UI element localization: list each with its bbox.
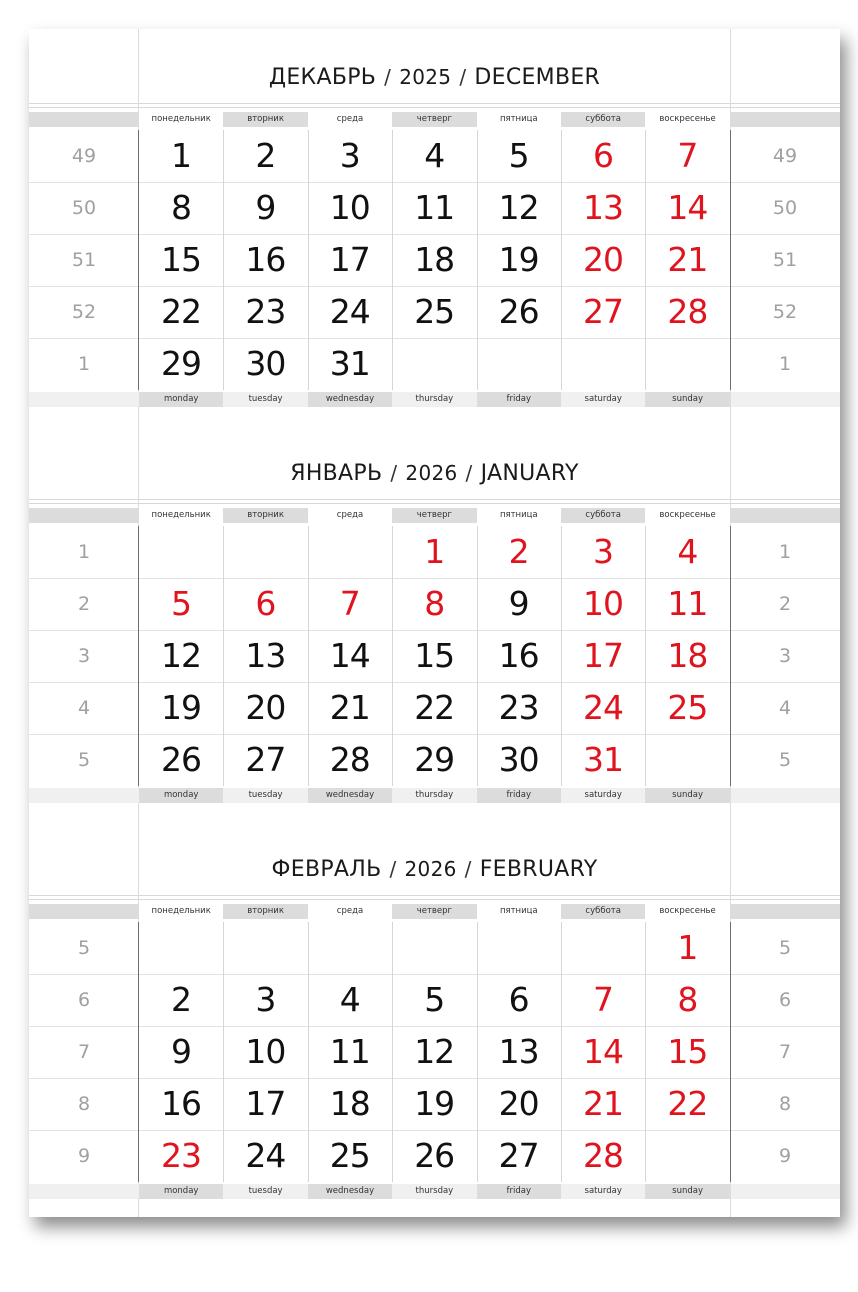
day-cell	[392, 338, 476, 390]
week-number-left: 2	[77, 593, 91, 615]
day-cell: 21	[667, 240, 708, 279]
weekday-label-en: thursday	[392, 788, 476, 803]
weekday-label-ru: четверг	[392, 904, 476, 919]
row-divider	[29, 182, 840, 183]
day-cell: 5	[171, 584, 191, 623]
week-number-left: 1	[77, 541, 91, 563]
week-number-right: 5	[778, 937, 792, 959]
column-divider	[392, 526, 393, 786]
month-block	[29, 425, 840, 821]
day-cell	[477, 338, 561, 390]
row-divider	[29, 234, 840, 235]
divider-line	[29, 107, 840, 108]
day-cell: 18	[414, 240, 455, 279]
day-cell: 5	[508, 136, 529, 175]
weekday-label-en: saturday	[561, 1184, 645, 1199]
row-divider	[29, 1078, 840, 1079]
day-cell: 21	[329, 688, 370, 727]
day-cell	[223, 922, 307, 974]
week-number-left: 5	[77, 749, 91, 771]
band-margin	[731, 904, 840, 919]
calendar-sheet	[29, 29, 840, 1217]
day-cell	[645, 338, 729, 390]
day-cell	[139, 922, 223, 974]
day-cell	[645, 1130, 729, 1182]
day-cell: 24	[245, 1136, 286, 1175]
day-cell: 26	[414, 1136, 455, 1175]
day-cell: 19	[161, 688, 201, 727]
day-cell: 18	[667, 636, 708, 675]
day-cell: 28	[583, 1136, 623, 1175]
day-cell: 12	[161, 636, 201, 675]
day-cell	[645, 734, 729, 786]
day-cell: 6	[255, 584, 276, 623]
week-number-left: 52	[71, 301, 97, 323]
row-divider	[29, 630, 840, 631]
day-cell: 4	[677, 532, 698, 571]
month-name-ru: ДЕКАБРЬ	[268, 65, 377, 90]
band-margin	[29, 788, 139, 803]
day-cell	[139, 526, 223, 578]
day-cell: 2	[255, 136, 276, 175]
week-number-right: 52	[772, 301, 798, 323]
weekday-label-en: friday	[477, 1184, 561, 1199]
day-cell: 7	[677, 136, 698, 175]
day-cell: 2	[508, 532, 529, 571]
day-cell: 11	[667, 584, 708, 623]
day-cell: 29	[414, 740, 455, 779]
day-cell: 15	[667, 1032, 708, 1071]
day-cell: 26	[498, 292, 539, 331]
day-cell: 30	[498, 740, 539, 779]
day-cell: 27	[245, 740, 286, 779]
day-cell	[392, 922, 476, 974]
weekday-label-en: friday	[477, 392, 561, 407]
day-cell: 26	[161, 740, 201, 779]
row-divider	[29, 1130, 840, 1131]
day-cell: 25	[329, 1136, 370, 1175]
month-year: 2026	[405, 461, 458, 485]
day-cell: 4	[339, 980, 360, 1019]
day-cell: 17	[329, 240, 370, 279]
month-title	[139, 65, 730, 90]
weekday-label-ru: вторник	[223, 904, 307, 919]
day-cell: 11	[414, 188, 455, 227]
column-divider	[223, 526, 224, 786]
title-separator: /	[459, 65, 467, 89]
month-name-en: JANUARY	[480, 461, 579, 486]
weekday-label-en: wednesday	[308, 788, 392, 803]
month-name-ru: ЯНВАРЬ	[290, 461, 383, 486]
day-cell: 6	[508, 980, 529, 1019]
row-divider	[29, 578, 840, 579]
grid-edge	[138, 922, 139, 1182]
band-margin	[731, 1184, 840, 1199]
day-cell: 21	[583, 1084, 623, 1123]
day-cell: 1	[171, 136, 191, 175]
weekday-label-ru: пятница	[499, 510, 538, 520]
weekday-label-ru: среда	[336, 906, 364, 916]
weekday-label-ru: вторник	[223, 508, 307, 523]
weekday-label-ru: понедельник	[151, 114, 211, 124]
week-number-right: 7	[778, 1041, 792, 1063]
week-number-left: 50	[71, 197, 97, 219]
day-cell: 12	[498, 188, 539, 227]
day-cell	[308, 526, 392, 578]
day-cell: 29	[161, 344, 201, 383]
week-number-right: 2	[778, 593, 792, 615]
day-cell: 19	[498, 240, 539, 279]
band-margin	[731, 788, 840, 803]
weekday-label-ru: суббота	[561, 112, 645, 127]
grid-edge	[138, 130, 139, 390]
column-divider	[308, 130, 309, 390]
day-cell: 3	[593, 532, 613, 571]
row-divider	[29, 286, 840, 287]
column-divider	[561, 130, 562, 390]
day-cell: 28	[667, 292, 708, 331]
week-number-right: 4	[778, 697, 792, 719]
title-separator: /	[464, 857, 472, 881]
day-cell: 23	[161, 1136, 201, 1175]
weekday-label-en: thursday	[392, 1184, 476, 1199]
divider-line	[29, 895, 840, 896]
month-name-ru: ФЕВРАЛЬ	[271, 857, 382, 882]
week-number-left: 4	[77, 697, 91, 719]
week-number-right: 3	[778, 645, 792, 667]
day-cell: 14	[329, 636, 370, 675]
row-divider	[29, 1026, 840, 1027]
weekday-label-en: saturday	[561, 788, 645, 803]
month-title	[139, 461, 730, 486]
month-block	[29, 29, 840, 425]
day-cell: 8	[424, 584, 445, 623]
band-margin	[731, 508, 840, 523]
row-divider	[29, 338, 840, 339]
day-cell: 1	[424, 532, 445, 571]
weekday-label-ru: четверг	[392, 508, 476, 523]
column-divider	[392, 130, 393, 390]
day-cell: 19	[414, 1084, 455, 1123]
weekday-label-ru: воскресенье	[659, 906, 716, 916]
week-number-right: 1	[778, 353, 792, 375]
weekday-label-ru: пятница	[499, 114, 538, 124]
month-year: 2026	[404, 857, 457, 881]
band-margin	[731, 112, 840, 127]
week-number-left: 49	[71, 145, 97, 167]
day-cell	[223, 526, 307, 578]
weekday-label-en: saturday	[561, 392, 645, 407]
band-margin	[731, 392, 840, 407]
title-separator: /	[465, 461, 473, 485]
day-cell: 17	[245, 1084, 286, 1123]
day-cell: 16	[245, 240, 286, 279]
day-cell: 16	[161, 1084, 201, 1123]
day-cell: 1	[677, 928, 698, 967]
weekday-label-ru: понедельник	[151, 906, 211, 916]
band-margin	[29, 112, 139, 127]
weekday-label-en: monday	[139, 392, 223, 407]
day-cell: 24	[583, 688, 623, 727]
week-number-left: 9	[77, 1145, 91, 1167]
week-number-left: 6	[77, 989, 91, 1011]
month-name-en: FEBRUARY	[479, 857, 598, 882]
column-divider	[561, 526, 562, 786]
weekday-label-en: sunday	[645, 392, 729, 407]
day-cell: 11	[329, 1032, 370, 1071]
day-cell: 16	[498, 636, 539, 675]
month-title	[139, 857, 730, 882]
day-cell	[477, 922, 561, 974]
day-cell: 27	[498, 1136, 539, 1175]
weekday-label-ru: среда	[336, 510, 364, 520]
weekday-label-en: thursday	[392, 392, 476, 407]
column-divider	[477, 922, 478, 1182]
weekday-label-en: wednesday	[308, 1184, 392, 1199]
day-cell: 17	[583, 636, 623, 675]
weekday-label-en: sunday	[645, 1184, 729, 1199]
day-cell: 25	[667, 688, 708, 727]
column-divider	[561, 922, 562, 1182]
weekday-label-ru: воскресенье	[659, 510, 716, 520]
day-cell: 3	[339, 136, 360, 175]
day-cell: 31	[583, 740, 623, 779]
grid-edge	[730, 922, 731, 1182]
day-cell: 10	[245, 1032, 286, 1071]
week-number-left: 3	[77, 645, 91, 667]
column-divider	[308, 922, 309, 1182]
day-cell: 13	[498, 1032, 539, 1071]
column-divider	[645, 526, 646, 786]
week-number-left: 7	[77, 1041, 91, 1063]
divider-line	[29, 499, 840, 500]
weekday-label-en: sunday	[645, 788, 729, 803]
column-divider	[308, 526, 309, 786]
weekday-label-ru: четверг	[392, 112, 476, 127]
band-margin	[29, 904, 139, 919]
day-cell: 20	[583, 240, 623, 279]
day-cell: 2	[171, 980, 191, 1019]
weekday-label-en: tuesday	[223, 392, 307, 407]
title-separator: /	[389, 857, 397, 881]
title-separator: /	[390, 461, 398, 485]
weekday-label-ru: суббота	[561, 508, 645, 523]
week-number-right: 1	[778, 541, 792, 563]
day-cell: 30	[245, 344, 286, 383]
month-year: 2025	[399, 65, 452, 89]
column-divider	[477, 130, 478, 390]
day-cell: 8	[677, 980, 698, 1019]
row-divider	[29, 682, 840, 683]
column-divider	[645, 130, 646, 390]
weekday-label-ru: вторник	[223, 112, 307, 127]
weekday-label-ru: воскресенье	[659, 114, 716, 124]
day-cell: 6	[593, 136, 613, 175]
day-cell	[561, 338, 645, 390]
month-name-en: DECEMBER	[474, 65, 601, 90]
weekday-label-en: monday	[139, 788, 223, 803]
day-cell: 9	[171, 1032, 191, 1071]
week-number-left: 5	[77, 937, 91, 959]
day-cell: 18	[329, 1084, 370, 1123]
weekday-label-en: monday	[139, 1184, 223, 1199]
weekday-label-en: tuesday	[223, 788, 307, 803]
column-divider	[477, 526, 478, 786]
day-cell	[561, 922, 645, 974]
row-divider	[29, 974, 840, 975]
column-divider	[645, 922, 646, 1182]
weekday-label-ru: понедельник	[151, 510, 211, 520]
day-cell: 3	[255, 980, 276, 1019]
divider-line	[29, 899, 840, 900]
day-cell: 20	[245, 688, 286, 727]
day-cell: 5	[424, 980, 445, 1019]
day-cell: 9	[255, 188, 276, 227]
weekday-label-ru: пятница	[499, 906, 538, 916]
day-cell: 14	[583, 1032, 623, 1071]
column-divider	[223, 130, 224, 390]
column-divider	[223, 922, 224, 1182]
day-cell: 23	[498, 688, 539, 727]
day-cell: 24	[329, 292, 370, 331]
week-number-right: 5	[778, 749, 792, 771]
day-cell: 28	[329, 740, 370, 779]
band-margin	[29, 508, 139, 523]
day-cell: 7	[593, 980, 613, 1019]
day-cell: 23	[245, 292, 286, 331]
weekday-label-ru: среда	[336, 114, 364, 124]
day-cell: 22	[161, 292, 201, 331]
day-cell: 25	[414, 292, 455, 331]
day-cell: 15	[414, 636, 455, 675]
day-cell: 13	[245, 636, 286, 675]
week-number-right: 51	[772, 249, 798, 271]
day-cell: 13	[583, 188, 623, 227]
day-cell: 12	[414, 1032, 455, 1071]
day-cell: 4	[424, 136, 445, 175]
day-cell: 22	[414, 688, 455, 727]
grid-edge	[730, 130, 731, 390]
weekday-label-en: friday	[477, 788, 561, 803]
day-cell: 10	[329, 188, 370, 227]
day-cell: 14	[667, 188, 708, 227]
week-number-right: 8	[778, 1093, 792, 1115]
grid-edge	[730, 526, 731, 786]
day-cell: 20	[498, 1084, 539, 1123]
week-number-left: 8	[77, 1093, 91, 1115]
weekday-label-en: wednesday	[308, 392, 392, 407]
week-number-left: 1	[77, 353, 91, 375]
day-cell: 31	[329, 344, 370, 383]
day-cell: 27	[583, 292, 623, 331]
week-number-right: 50	[772, 197, 798, 219]
day-cell	[308, 922, 392, 974]
day-cell: 15	[161, 240, 201, 279]
week-number-right: 9	[778, 1145, 792, 1167]
day-cell: 8	[171, 188, 191, 227]
day-cell: 9	[508, 584, 529, 623]
column-divider	[392, 922, 393, 1182]
day-cell: 7	[339, 584, 360, 623]
weekday-label-en: tuesday	[223, 1184, 307, 1199]
row-divider	[29, 734, 840, 735]
band-margin	[29, 1184, 139, 1199]
band-margin	[29, 392, 139, 407]
divider-line	[29, 503, 840, 504]
month-block	[29, 821, 840, 1217]
week-number-right: 6	[778, 989, 792, 1011]
day-cell: 10	[583, 584, 623, 623]
grid-edge	[138, 526, 139, 786]
weekday-label-ru: суббота	[561, 904, 645, 919]
title-separator: /	[384, 65, 392, 89]
day-cell: 22	[667, 1084, 708, 1123]
week-number-left: 51	[71, 249, 97, 271]
week-number-right: 49	[772, 145, 798, 167]
divider-line	[29, 103, 840, 104]
